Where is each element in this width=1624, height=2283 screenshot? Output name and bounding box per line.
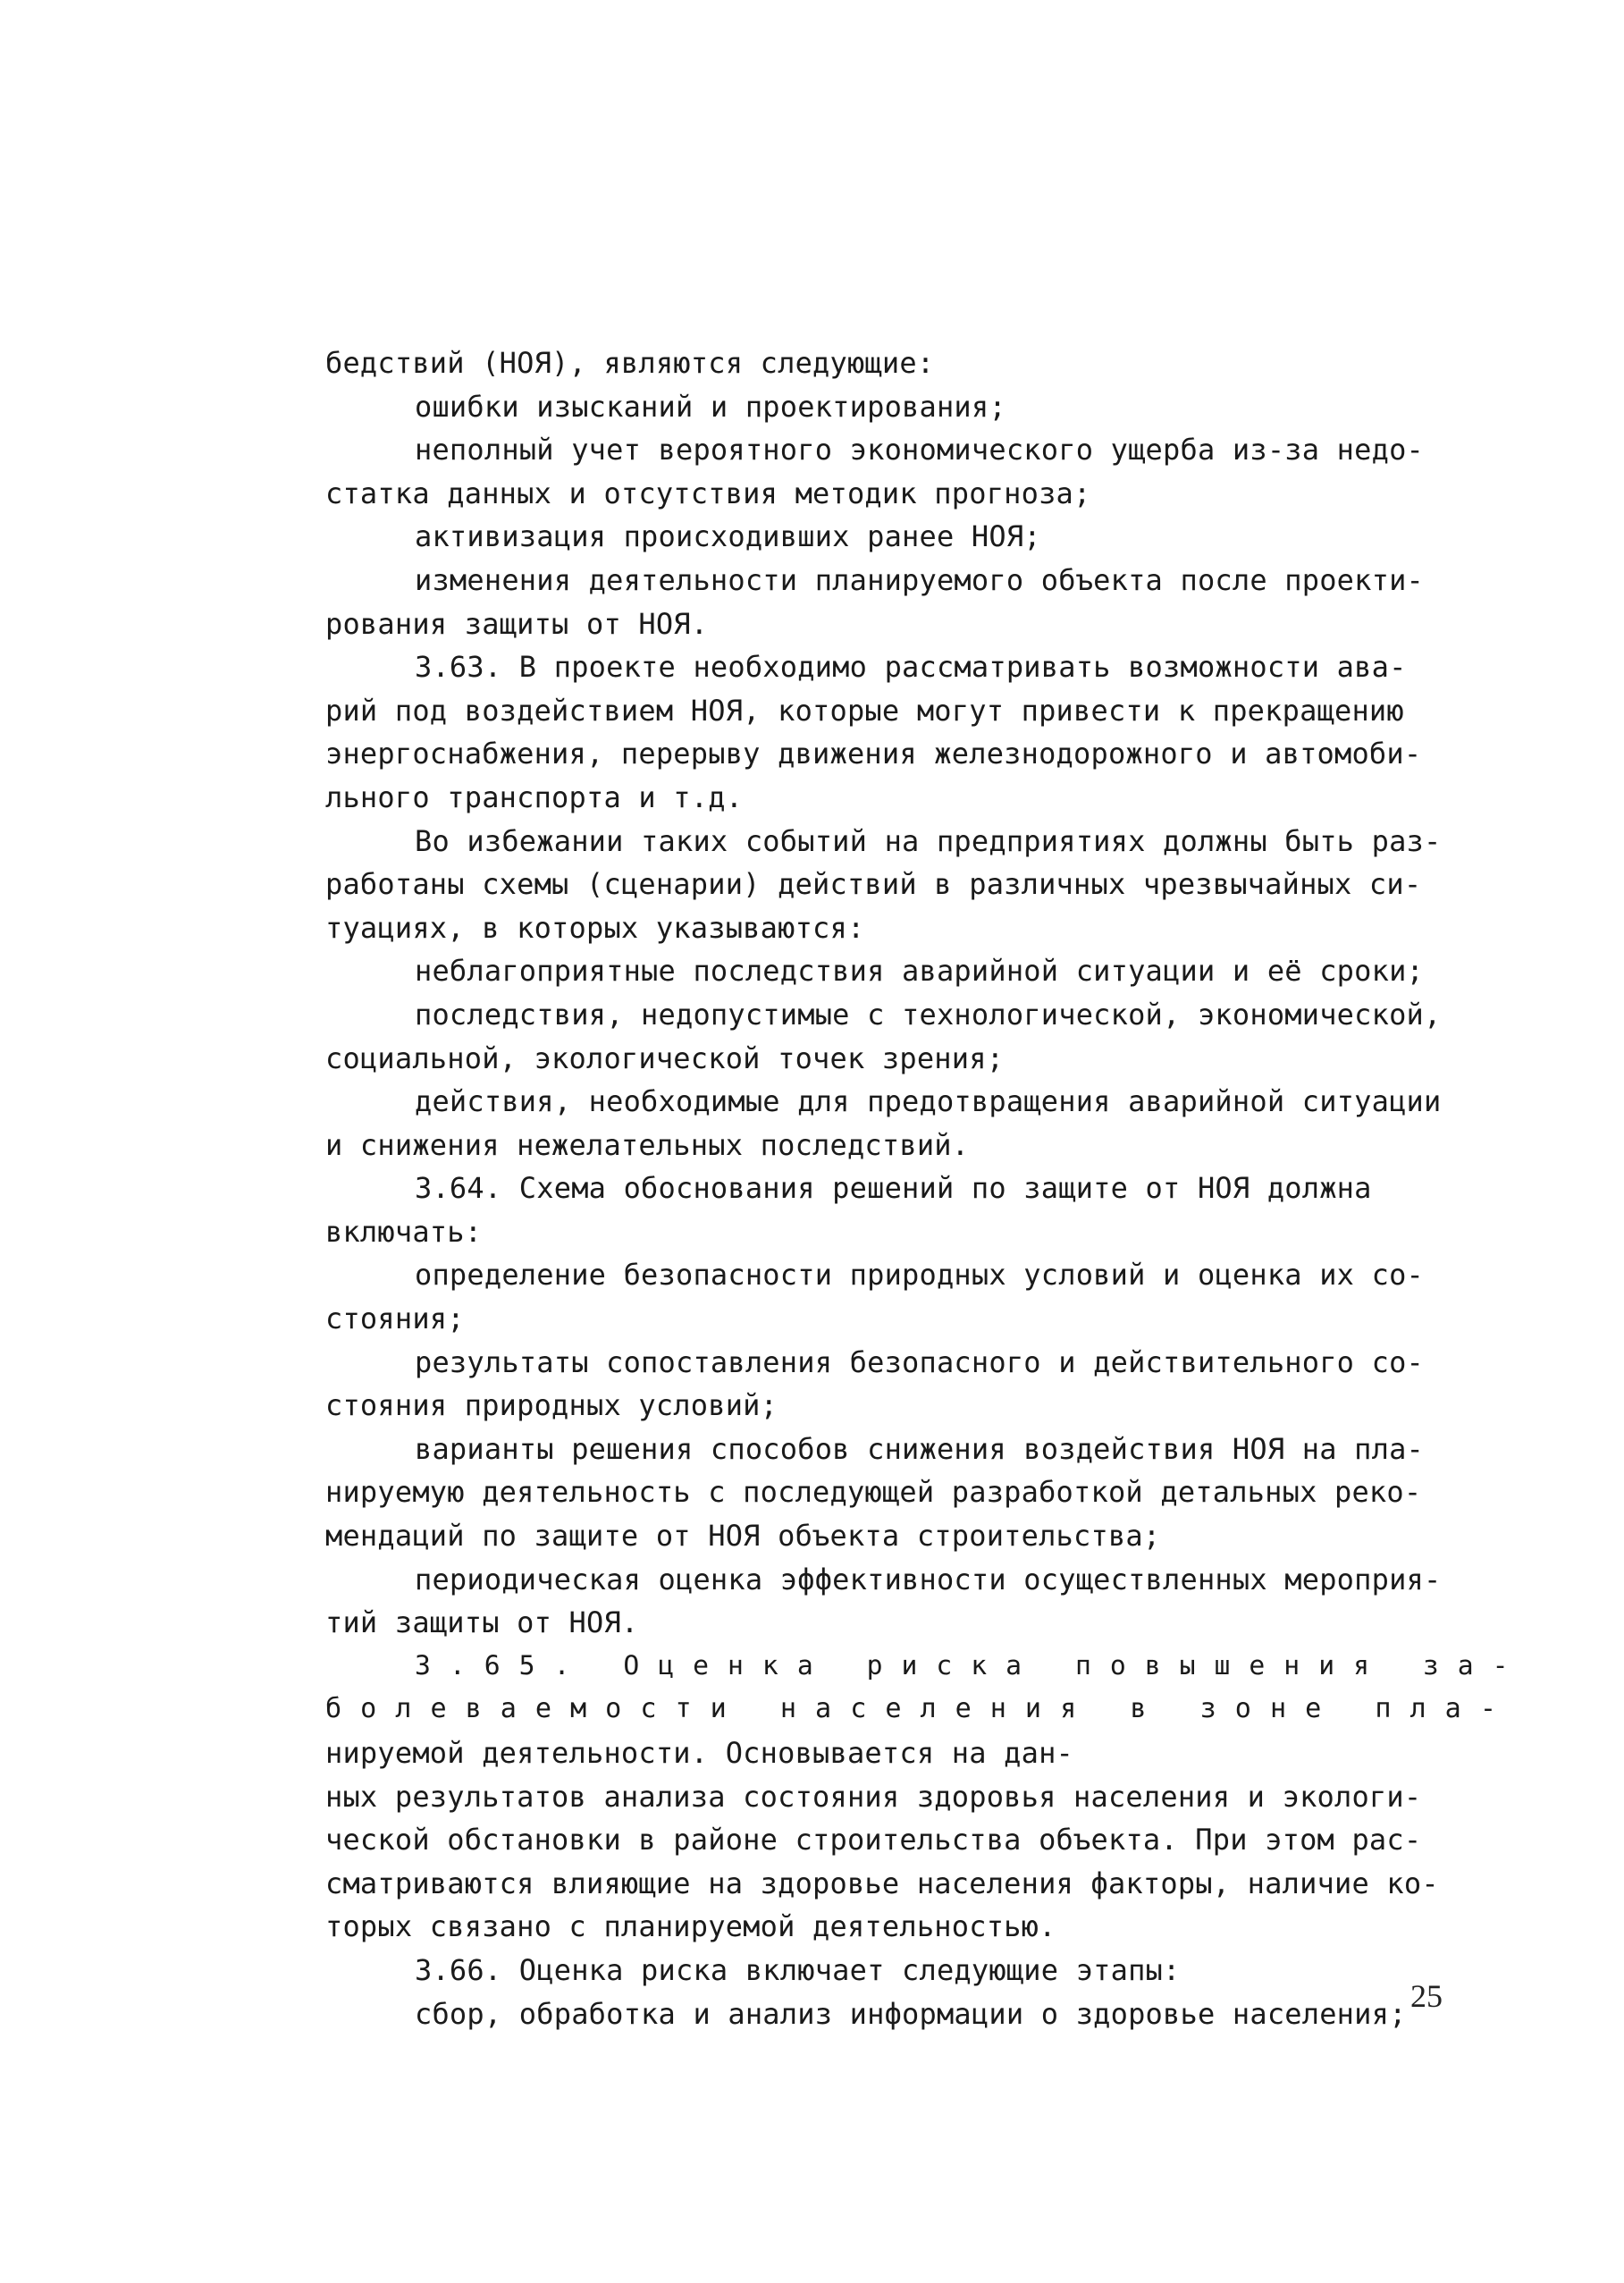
text-line: рования защиты от НОЯ. <box>325 606 709 641</box>
text-line: и снижения нежелательных последствий. <box>325 1127 970 1162</box>
text-line: мендаций по защите от НОЯ объекта строительства; <box>325 1519 1161 1554</box>
text-line: периодическая оценка эффективности осуществленных мероприя- <box>415 1562 1442 1596</box>
text-line: 3.63. В проекте необходимо рассматривать возможности ава- <box>415 650 1407 685</box>
text-line: болеваемости населения в зоне пла- <box>325 1693 1515 1725</box>
text-line: ных результатов анализа состояния здоровья населения и экологи- <box>325 1779 1422 1814</box>
text-line: торых связано с планируемой деятельностью. <box>325 1909 1056 1944</box>
text-line: энергоснабжения, перерыву движения железнодорожного и автомоби- <box>325 737 1422 771</box>
text-line: рий под воздействием НОЯ, которые могут привести к прекращению <box>325 693 1404 728</box>
text-line: нируемую деятельность с последующей разработкой детальных реко- <box>325 1475 1422 1510</box>
text-line: нируемой деятельности. Основывается на дан- <box>325 1736 1074 1770</box>
text-line: стояния; <box>325 1302 465 1336</box>
text-line: сбор, обработка и анализ информации о здоровье населения; <box>415 1996 1407 2031</box>
text-line: действия, необходимые для предотвращения аварийной ситуации <box>415 1084 1442 1119</box>
text-line: туациях, в которых указываются: <box>325 910 865 945</box>
text-line: социальной, экологической точек зрения; <box>325 1040 1005 1075</box>
page-number: 25 <box>1410 1978 1443 2014</box>
text-line: сматриваются влияющие на здоровье населения факторы, наличие ко- <box>325 1866 1439 1900</box>
text-line: неполный учет вероятного экономического ущерба из-за недо- <box>415 433 1425 468</box>
text-line: 3.66. Оценка риска включает следующие этапы: <box>415 1952 1181 1987</box>
text-line: 3.64. Схема обоснования решений по защите от НОЯ должна <box>415 1171 1372 1206</box>
text-line: льного транспорта и т.д. <box>325 779 744 814</box>
text-line: варианты решения способов снижения воздействия НОЯ на пла- <box>415 1431 1425 1466</box>
text-line: изменения деятельности планируемого объекта после проекти- <box>415 562 1425 597</box>
text-line: Во избежании таких событий на предприятиях должны быть раз- <box>415 823 1442 858</box>
text-line: тий защиты от НОЯ. <box>325 1605 639 1640</box>
text-line: работаны схемы (сценарии) действий в различных чрезвычайных си- <box>325 867 1422 902</box>
text-line: бедствий (НОЯ), являются следующие: <box>325 346 935 380</box>
text-line: активизация происходивших ранее НОЯ; <box>415 519 1041 554</box>
text-line: стояния природных условий; <box>325 1388 778 1423</box>
text-line: ческой обстановки в районе строительства объекта. При этом рас- <box>325 1823 1422 1858</box>
text-line: определение безопасности природных условий и оценка их со- <box>415 1258 1425 1293</box>
text-line: результаты сопоставления безопасного и действительного со- <box>415 1344 1425 1379</box>
text-line: включать: <box>325 1214 483 1249</box>
text-line: статка данных и отсутствия методик прогноза; <box>325 476 1091 510</box>
text-line: неблагоприятные последствия аварийной ситуации и её сроки; <box>415 954 1425 989</box>
text-line: последствия, недопустимые с технологической, экономической, <box>415 997 1442 1032</box>
text-line: 3.65. Оценка риска повышения за- <box>415 1649 1527 1681</box>
body-text <box>325 341 1527 2035</box>
text-line: ошибки изысканий и проектирования; <box>415 389 1006 424</box>
